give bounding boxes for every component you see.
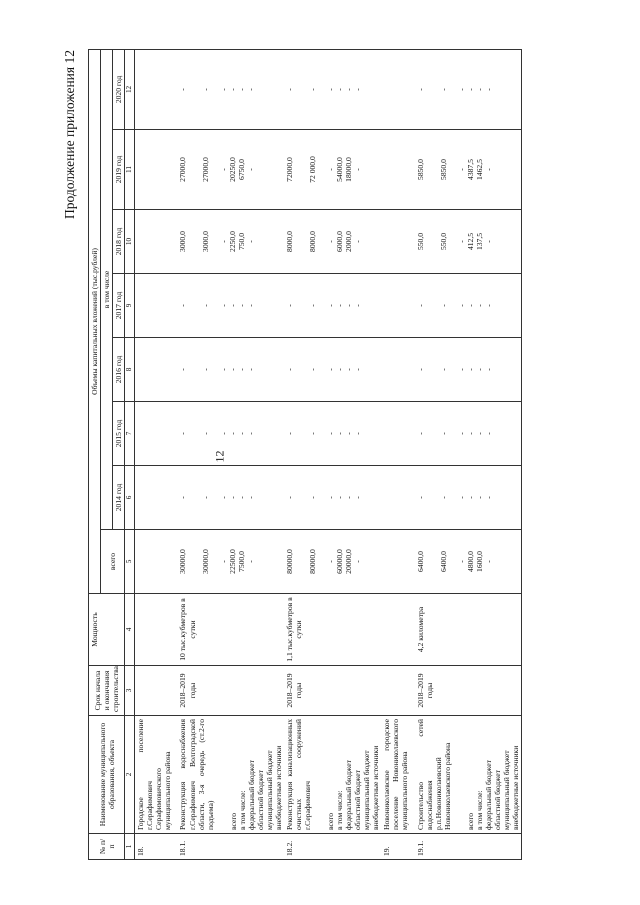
value-cell: 6750,0 <box>237 159 247 180</box>
header-year: 2020 год <box>113 49 125 129</box>
value-cell <box>210 53 219 126</box>
value-cell: 80000,0 <box>284 549 294 574</box>
object-name: Реконструкция водоснабжения г.Серафимович Волгоградской области, 3-я очередь (ст.2-го подъема) <box>178 719 215 830</box>
funding-source-label: в том числе: <box>474 790 484 830</box>
row-capacity: 1,1 тыс.кубметров в сутки <box>284 594 381 666</box>
value-cell <box>210 213 219 270</box>
value-cell: - <box>201 304 211 307</box>
capital-investments-table <box>88 49 522 860</box>
header-year: 2016 год <box>113 338 125 402</box>
value-cell <box>448 341 457 398</box>
value-cell: - <box>483 496 493 499</box>
value-cell: - <box>307 88 317 91</box>
value-cell: - <box>352 240 362 243</box>
value-cell: - <box>219 304 229 307</box>
column-number: 12 <box>125 49 135 129</box>
value-cell: - <box>483 168 493 171</box>
value-cell <box>448 133 457 206</box>
value-cell: - <box>178 304 188 307</box>
value-column <box>381 530 414 594</box>
value-column <box>284 402 381 466</box>
value-cell: - <box>352 304 362 307</box>
value-cell: - <box>465 496 475 499</box>
object-name: Новониколаевское городское поселение Новониколаевского муниципального района <box>382 719 410 830</box>
value-column <box>177 130 283 210</box>
value-cell: 750,0 <box>237 232 247 251</box>
value-cell: 18000,0 <box>343 157 353 182</box>
header-volume: Объемы капитальных вложений (тыс.рублей) <box>89 49 101 593</box>
value-cell: 3000,0 <box>178 231 188 252</box>
value-cell: 6400,0 <box>415 551 425 572</box>
value-cell: - <box>352 432 362 435</box>
column-number: 1 <box>125 834 135 860</box>
value-cell: - <box>178 496 188 499</box>
value-cell: - <box>178 88 188 91</box>
value-cell: - <box>284 88 294 91</box>
value-cell: - <box>438 368 448 371</box>
value-cell: 54000,0 <box>334 157 344 182</box>
value-column <box>284 530 381 594</box>
value-cell: - <box>219 496 229 499</box>
value-cell: - <box>219 240 229 243</box>
value-column <box>134 466 177 530</box>
value-cell: 550,0 <box>438 232 448 251</box>
value-cell: - <box>343 496 353 499</box>
value-cell <box>448 469 457 526</box>
value-cell: 22500,0 <box>228 549 238 574</box>
column-number: 9 <box>125 274 135 338</box>
value-cell: - <box>456 304 466 307</box>
value-cell: - <box>237 496 247 499</box>
value-cell: - <box>352 560 362 563</box>
funding-source-label: федеральный бюджет <box>344 760 354 830</box>
value-cell: - <box>201 432 211 435</box>
value-cell: - <box>438 304 448 307</box>
value-cell <box>210 405 219 462</box>
column-number: 2 <box>125 716 135 834</box>
funding-source-label: областной бюджет <box>353 770 363 830</box>
value-cell: - <box>219 88 229 91</box>
value-cell: 4387,5 <box>465 159 475 180</box>
value-cell: - <box>237 368 247 371</box>
value-cell: 1600,0 <box>474 551 484 572</box>
row-name <box>177 716 283 834</box>
header-year: 2019 год <box>113 130 125 210</box>
object-name: Строительство сетей водоснабжения р.п.Новониколаевский Новониколаевского района <box>415 719 452 830</box>
value-cell: 5850,0 <box>415 159 425 180</box>
value-column <box>134 338 177 402</box>
value-column <box>415 130 522 210</box>
value-cell <box>448 405 457 462</box>
value-cell <box>448 277 457 334</box>
value-cell: 550,0 <box>415 232 425 251</box>
value-column <box>381 49 414 129</box>
column-number: 4 <box>125 594 135 666</box>
value-column <box>415 402 522 466</box>
header-including: в том числе <box>101 49 113 529</box>
value-cell: - <box>246 88 256 91</box>
header-year: 2014 год <box>113 466 125 530</box>
value-cell: 30000,0 <box>178 549 188 574</box>
value-cell: - <box>201 368 211 371</box>
row-name <box>134 716 177 834</box>
value-cell: - <box>456 88 466 91</box>
value-cell: - <box>456 496 466 499</box>
value-cell: - <box>246 368 256 371</box>
value-column <box>381 210 414 274</box>
value-cell: - <box>325 240 335 243</box>
value-cell <box>317 53 326 126</box>
value-cell: 20250,0 <box>228 157 238 182</box>
value-cell <box>317 341 326 398</box>
value-cell: - <box>307 368 317 371</box>
value-cell: - <box>483 560 493 563</box>
value-cell <box>210 133 219 206</box>
table-header <box>89 49 135 859</box>
row-period: 2018–2019 годы <box>284 666 381 716</box>
value-cell: - <box>456 560 466 563</box>
funding-source-label: муниципальный бюджет <box>362 750 372 830</box>
funding-source-label: внебюджетные источники <box>371 745 381 830</box>
value-cell: - <box>228 304 238 307</box>
row-capacity: 10 тыс.кубметров в сутки <box>177 594 283 666</box>
funding-source-label: в том числе: <box>237 790 247 830</box>
table-row <box>134 49 177 859</box>
row-number: 18.1. <box>177 834 283 860</box>
value-cell: - <box>483 88 493 91</box>
funding-source-label: всего <box>228 812 238 830</box>
value-column <box>415 210 522 274</box>
value-cell: - <box>307 432 317 435</box>
page-number: 12 <box>212 450 227 463</box>
funding-source-label: в том числе: <box>335 790 345 830</box>
value-cell: - <box>228 432 238 435</box>
value-cell: - <box>325 88 335 91</box>
value-cell: 5850,0 <box>438 159 448 180</box>
value-column <box>134 130 177 210</box>
value-cell: - <box>474 88 484 91</box>
value-cell: 7500,0 <box>237 551 247 572</box>
row-name <box>284 716 381 834</box>
value-cell: - <box>246 240 256 243</box>
value-cell: - <box>284 432 294 435</box>
funding-source-label: федеральный бюджет <box>483 760 493 830</box>
value-cell: - <box>246 496 256 499</box>
value-cell: - <box>438 432 448 435</box>
value-cell: - <box>483 304 493 307</box>
row-capacity: 4,2 километра <box>415 594 522 666</box>
value-column <box>177 466 283 530</box>
header-name: Наименование муниципального образования, объекта <box>89 716 125 834</box>
funding-source-label: муниципальный бюджет <box>264 750 274 830</box>
value-cell: - <box>343 432 353 435</box>
value-cell: - <box>474 432 484 435</box>
value-cell: 412,5 <box>465 232 475 251</box>
value-cell: 4800,0 <box>465 551 475 572</box>
value-cell <box>317 405 326 462</box>
column-number: 7 <box>125 402 135 466</box>
value-cell: - <box>456 168 466 171</box>
value-column <box>381 466 414 530</box>
value-cell: - <box>307 496 317 499</box>
value-column <box>381 338 414 402</box>
row-name <box>381 716 414 834</box>
value-cell: - <box>343 304 353 307</box>
value-cell: 2000,0 <box>343 231 353 252</box>
value-cell: - <box>201 88 211 91</box>
value-cell: - <box>334 304 344 307</box>
value-cell: - <box>219 168 229 171</box>
value-cell: - <box>456 240 466 243</box>
value-cell <box>210 469 219 526</box>
value-cell: 2250,0 <box>228 231 238 252</box>
funding-source-label: всего <box>465 812 475 830</box>
funding-source-label: внебюджетные источники <box>510 745 520 830</box>
table-row <box>284 49 381 859</box>
value-cell: 27000,0 <box>201 157 211 182</box>
table-row <box>381 49 414 859</box>
header-year: 2017 год <box>113 274 125 338</box>
value-cell: - <box>352 368 362 371</box>
value-cell: - <box>352 496 362 499</box>
value-cell: - <box>352 168 362 171</box>
row-capacity <box>134 594 177 666</box>
value-cell: - <box>246 432 256 435</box>
value-cell <box>448 213 457 270</box>
row-number: 18.2. <box>284 834 381 860</box>
value-cell: - <box>307 304 317 307</box>
value-column <box>284 49 381 129</box>
object-name: Реконструкция канализационных очистных сооружений г.Серафимович <box>284 719 313 830</box>
header-year: 2018 год <box>113 210 125 274</box>
value-column <box>284 338 381 402</box>
funding-source-label: внебюджетные источники <box>273 745 283 830</box>
table-row <box>415 49 522 859</box>
value-cell: - <box>246 168 256 171</box>
value-cell <box>448 533 457 590</box>
value-cell: 72000,0 <box>284 157 294 182</box>
header-period: Срок начала и окончания строительства <box>89 666 125 716</box>
value-cell: - <box>237 432 247 435</box>
value-cell: - <box>178 432 188 435</box>
value-cell: - <box>334 368 344 371</box>
value-cell <box>210 277 219 334</box>
value-column <box>177 210 283 274</box>
table-body <box>134 49 521 859</box>
value-cell <box>317 469 326 526</box>
value-cell: 60000,0 <box>334 549 344 574</box>
value-column <box>415 274 522 338</box>
value-column <box>134 210 177 274</box>
column-number: 11 <box>125 130 135 210</box>
value-column <box>284 210 381 274</box>
row-number: 19.1. <box>415 834 522 860</box>
column-number: 10 <box>125 210 135 274</box>
value-column <box>381 130 414 210</box>
rotated-page-content <box>60 50 605 860</box>
value-cell: - <box>465 368 475 371</box>
column-number: 8 <box>125 338 135 402</box>
table-row <box>177 49 283 859</box>
value-cell <box>317 133 326 206</box>
value-cell: - <box>325 168 335 171</box>
header-capacity: Мощность <box>89 594 125 666</box>
column-number: 6 <box>125 466 135 530</box>
value-cell: 30000,0 <box>201 549 211 574</box>
value-cell: - <box>325 560 335 563</box>
value-cell: - <box>483 432 493 435</box>
value-cell <box>448 53 457 126</box>
funding-source-label: областной бюджет <box>492 770 502 830</box>
value-cell: 3000,0 <box>201 231 211 252</box>
row-capacity <box>381 594 414 666</box>
value-cell: - <box>465 88 475 91</box>
value-column <box>134 402 177 466</box>
value-cell: - <box>237 88 247 91</box>
value-cell: - <box>334 432 344 435</box>
value-column <box>284 274 381 338</box>
value-cell: - <box>438 88 448 91</box>
value-cell: - <box>246 304 256 307</box>
funding-source-label: муниципальный бюджет <box>501 750 511 830</box>
value-column <box>415 338 522 402</box>
value-cell: - <box>246 560 256 563</box>
value-column <box>415 530 522 594</box>
value-column <box>381 274 414 338</box>
value-cell: - <box>483 368 493 371</box>
value-cell: - <box>415 88 425 91</box>
funding-source-label: федеральный бюджет <box>246 760 256 830</box>
value-cell: - <box>228 496 238 499</box>
value-cell: 80000,0 <box>307 549 317 574</box>
value-cell: - <box>284 304 294 307</box>
value-cell: - <box>438 496 448 499</box>
value-column <box>134 274 177 338</box>
value-cell: 72 000,0 <box>307 156 317 183</box>
value-column <box>177 274 283 338</box>
value-column <box>134 49 177 129</box>
value-column <box>415 49 522 129</box>
value-cell: - <box>343 88 353 91</box>
value-cell: 137,5 <box>474 232 484 251</box>
value-cell: - <box>465 432 475 435</box>
header-num: № п/п <box>89 834 125 860</box>
value-column <box>381 402 414 466</box>
value-cell: - <box>483 240 493 243</box>
value-cell: - <box>352 88 362 91</box>
value-cell: - <box>415 304 425 307</box>
funding-source-label: областной бюджет <box>255 770 265 830</box>
row-number: 19. <box>381 834 414 860</box>
value-cell: 27000,0 <box>178 157 188 182</box>
value-cell: - <box>178 368 188 371</box>
value-cell: - <box>201 496 211 499</box>
value-cell <box>317 277 326 334</box>
row-period: 2018–2019 годы <box>177 666 283 716</box>
value-cell: - <box>284 368 294 371</box>
value-cell: - <box>343 368 353 371</box>
value-cell: - <box>228 368 238 371</box>
column-number: 3 <box>125 666 135 716</box>
funding-source-label: всего <box>326 812 336 830</box>
object-name: Городское поселение г.Серафимович Серафимовичского муниципального района <box>135 719 173 830</box>
value-cell: - <box>219 560 229 563</box>
value-cell: - <box>415 432 425 435</box>
value-cell: - <box>219 368 229 371</box>
value-cell: 1462,5 <box>474 159 484 180</box>
value-cell: - <box>325 432 335 435</box>
value-cell: - <box>474 368 484 371</box>
value-cell: - <box>237 304 247 307</box>
value-column <box>415 466 522 530</box>
value-cell: - <box>474 496 484 499</box>
value-cell <box>317 213 326 270</box>
value-cell: - <box>456 432 466 435</box>
value-cell <box>210 533 219 590</box>
value-cell: - <box>474 304 484 307</box>
value-cell: - <box>415 496 425 499</box>
value-cell: - <box>284 496 294 499</box>
header-total: всего <box>101 530 125 594</box>
value-cell: - <box>219 432 229 435</box>
value-cell: 6000,0 <box>334 231 344 252</box>
value-cell: 6400,0 <box>438 551 448 572</box>
row-period <box>381 666 414 716</box>
column-number: 5 <box>125 530 135 594</box>
value-cell <box>317 533 326 590</box>
value-column <box>177 49 283 129</box>
value-cell: - <box>334 496 344 499</box>
value-cell: - <box>334 88 344 91</box>
sheet-title: Продолжение приложения 12 <box>62 50 77 220</box>
row-name <box>415 716 522 834</box>
value-cell <box>210 341 219 398</box>
value-cell: - <box>465 304 475 307</box>
row-number: 18. <box>134 834 177 860</box>
value-column <box>177 402 283 466</box>
value-column <box>284 130 381 210</box>
value-cell: 20000,0 <box>343 549 353 574</box>
row-period <box>134 666 177 716</box>
value-cell: - <box>325 368 335 371</box>
value-column <box>177 530 283 594</box>
value-cell: - <box>228 88 238 91</box>
value-column <box>177 338 283 402</box>
header-year: 2015 год <box>113 402 125 466</box>
row-period: 2018–2019 годы <box>415 666 522 716</box>
value-cell: - <box>325 496 335 499</box>
value-column <box>284 466 381 530</box>
value-cell: - <box>415 368 425 371</box>
value-cell: 8000,0 <box>284 231 294 252</box>
value-cell: - <box>456 368 466 371</box>
value-cell: - <box>325 304 335 307</box>
value-cell: 8000,0 <box>307 231 317 252</box>
value-column <box>134 530 177 594</box>
